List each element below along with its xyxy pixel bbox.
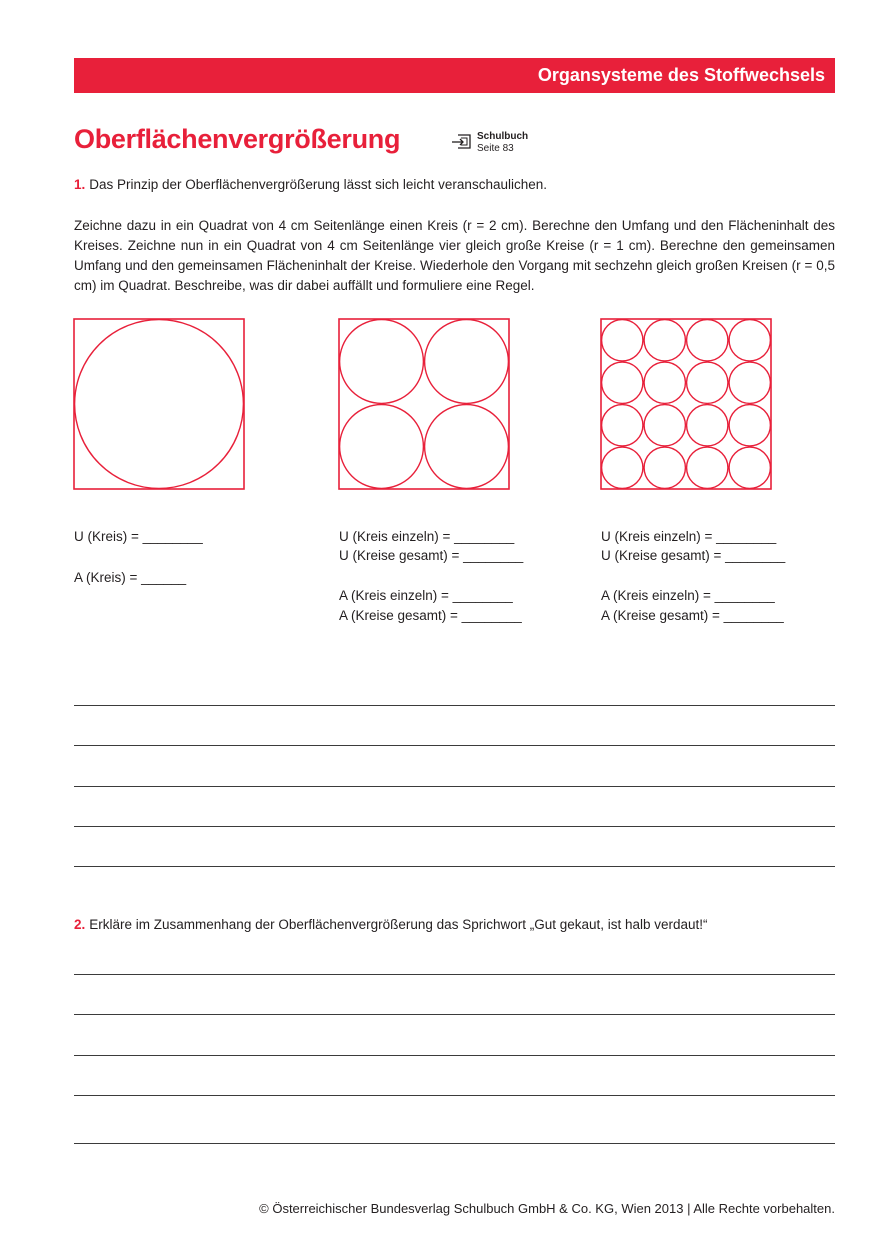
circle-shape xyxy=(687,362,728,403)
task-1-intro-text: Das Prinzip der Oberflächenvergrößerung lässt sich leicht veranschaulichen. xyxy=(89,177,547,192)
circle-shape xyxy=(340,405,424,489)
figure-svg xyxy=(73,318,245,490)
square-outline xyxy=(601,319,771,489)
circle-shape xyxy=(425,320,509,404)
answer-circumference-single[interactable]: U (Kreis) = ________ xyxy=(74,529,203,544)
circle-shape xyxy=(602,405,643,446)
task-2-text: Erkläre im Zusammenhang der Oberflächenvergrößerung das Sprichwort „Gut gekaut, ist halb verdaut!“ xyxy=(89,917,708,932)
circle-shape xyxy=(644,362,685,403)
header-bar xyxy=(74,58,835,93)
figure-sixteen-circles xyxy=(600,318,772,490)
circle-shape xyxy=(729,447,770,488)
task-1-intro xyxy=(74,175,835,195)
reference-page: Seite 83 xyxy=(477,143,514,154)
figure-four-circles xyxy=(338,318,510,490)
circle-shape xyxy=(687,405,728,446)
figure-svg xyxy=(338,318,510,490)
answer-circumference-each[interactable]: U (Kreis einzeln) = ________ xyxy=(339,529,515,544)
task-2 xyxy=(74,915,835,935)
writing-line[interactable] xyxy=(74,866,835,867)
circle-shape xyxy=(644,405,685,446)
page-title: Oberflächenvergrößerung xyxy=(74,124,401,154)
figure-one-circle xyxy=(73,318,245,490)
writing-line[interactable] xyxy=(74,745,835,746)
answer-circumference-total[interactable]: U (Kreise gesamt) = ________ xyxy=(339,548,524,563)
task-number: 2. xyxy=(74,917,86,932)
answer-circumference-each[interactable]: U (Kreis einzeln) = ________ xyxy=(601,529,777,544)
circle-shape xyxy=(75,320,244,489)
writing-line[interactable] xyxy=(74,1095,835,1096)
square-outline xyxy=(339,319,509,489)
circle-shape xyxy=(687,320,728,361)
answer-area-total[interactable]: A (Kreise gesamt) = ________ xyxy=(601,608,784,623)
circle-shape xyxy=(602,447,643,488)
circle-shape xyxy=(729,405,770,446)
writing-line[interactable] xyxy=(74,1143,835,1144)
copyright-footer: © Österreichischer Bundesverlag Schulbuch GmbH & Co. KG, Wien 2013 | Alle Rechte vorbehalten. xyxy=(259,1201,835,1216)
circle-shape xyxy=(729,362,770,403)
book-reference-icon xyxy=(451,133,473,153)
circle-shape xyxy=(602,320,643,361)
task-number: 1. xyxy=(74,177,86,192)
schoolbook-reference xyxy=(451,131,541,161)
figure-svg xyxy=(600,318,772,490)
circle-shape xyxy=(729,320,770,361)
answer-area-each[interactable]: A (Kreis einzeln) = ________ xyxy=(601,588,775,603)
circle-shape xyxy=(644,447,685,488)
answer-area-each[interactable]: A (Kreis einzeln) = ________ xyxy=(339,588,513,603)
circle-shape xyxy=(602,362,643,403)
circle-shape xyxy=(425,405,509,489)
writing-line[interactable] xyxy=(74,974,835,975)
answer-area-total[interactable]: A (Kreise gesamt) = ________ xyxy=(339,608,522,623)
writing-line[interactable] xyxy=(74,826,835,827)
answer-area-single[interactable]: A (Kreis) = ______ xyxy=(74,570,187,585)
circle-shape xyxy=(644,320,685,361)
circle-shape xyxy=(687,447,728,488)
writing-line[interactable] xyxy=(74,705,835,706)
writing-line[interactable] xyxy=(74,1055,835,1056)
task-1-instructions: Zeichne dazu in ein Quadrat von 4 cm Seitenlänge einen Kreis (r = 2 cm). Berechne den Umfang und den Flächeninhalt des Kreises. Zeichne nun in ein Quadrat von 4 cm Seitenlänge vier gleich große Kreise (r = 1 cm). Berechne den gemeinsamen Umfang und den gemeinsamen Flächeninhalt der Kreise. Wiederhole den Vorgang mit sechzehn gleich großen Kreisen (r = 0,5 cm) im Quadrat. Beschreibe, was dir dabei auffällt und formuliere eine Regel. xyxy=(74,218,835,293)
writing-line[interactable] xyxy=(74,786,835,787)
writing-line[interactable] xyxy=(74,1014,835,1015)
circle-shape xyxy=(340,320,424,404)
section-title: Organsysteme des Stoffwechsels xyxy=(537,65,825,85)
reference-label: Schulbuch xyxy=(477,131,529,142)
answer-circumference-total[interactable]: U (Kreise gesamt) = ________ xyxy=(601,548,786,563)
